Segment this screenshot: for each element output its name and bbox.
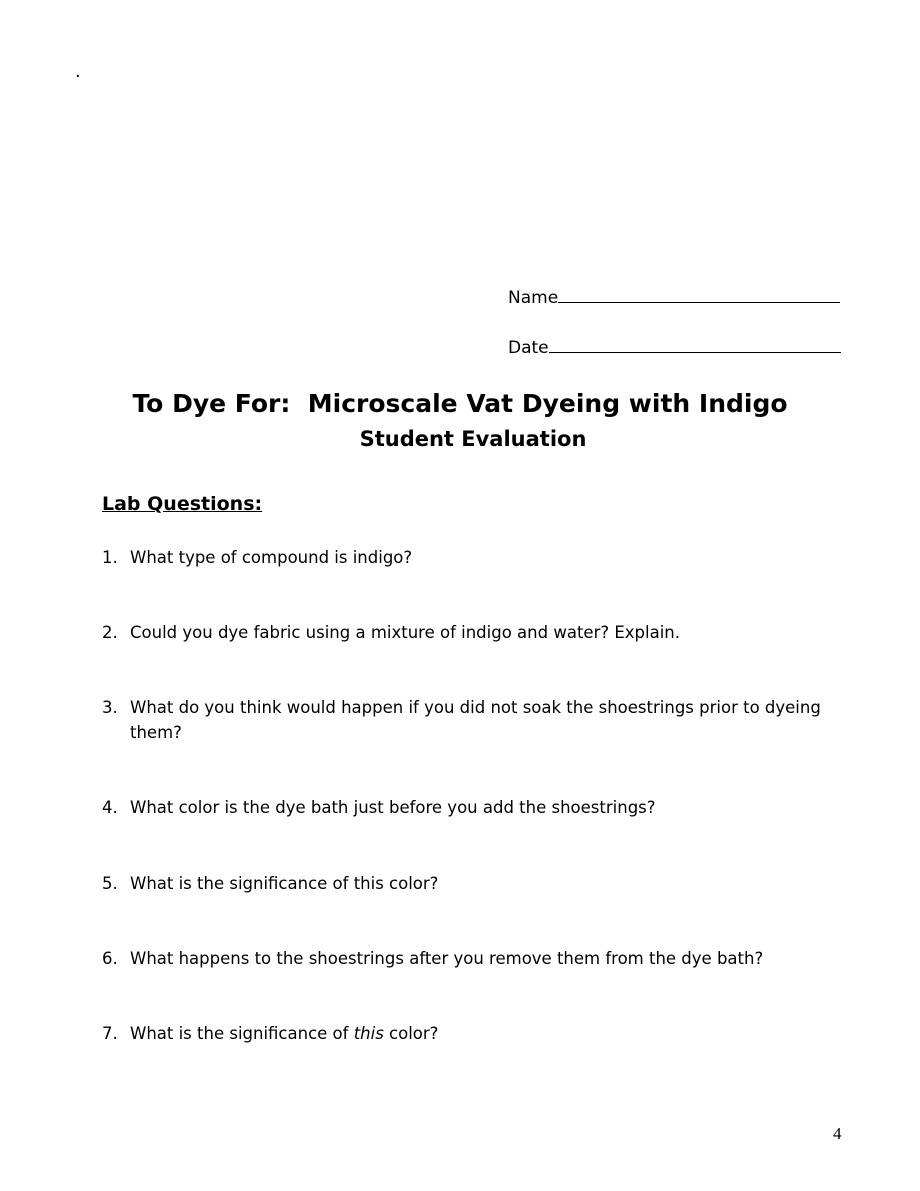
name-label: Name <box>508 288 559 308</box>
date-blank-line[interactable] <box>549 336 841 353</box>
name-blank-line[interactable] <box>558 286 840 303</box>
question-text-start: What is the significance of <box>130 1024 354 1043</box>
question-text: What type of compound is indigo? <box>130 548 413 567</box>
question-number: 4. <box>102 798 118 817</box>
question-4 <box>102 795 842 820</box>
question-7 <box>102 1021 842 1046</box>
document-subtitle: Student Evaluation <box>359 427 587 451</box>
question-5 <box>102 871 842 896</box>
name-field[interactable] <box>508 286 840 309</box>
question-2 <box>102 620 842 645</box>
question-number: 3. <box>102 698 118 717</box>
question-3 <box>102 695 842 745</box>
page-number: 4 <box>833 1124 842 1143</box>
question-text: What is the significance of this color? <box>130 874 439 893</box>
date-field[interactable] <box>508 336 841 359</box>
question-text: Could you dye fabric using a mixture of indigo and water? Explain. <box>130 623 680 642</box>
question-text: What do you think would happen if you did not soak the shoestrings prior to dyeing them? <box>130 698 821 742</box>
question-number: 6. <box>102 949 118 968</box>
question-number: 2. <box>102 623 118 642</box>
question-number: 5. <box>102 874 118 893</box>
document-title: To Dye For: Microscale Vat Dyeing with Indigo <box>132 389 788 418</box>
stray-dot: . <box>75 61 81 82</box>
question-text-end: color? <box>383 1024 439 1043</box>
question-number: 7. <box>102 1024 118 1043</box>
question-text: What color is the dye bath just before you add the shoestrings? <box>130 798 656 817</box>
lab-questions-heading: Lab Questions: <box>102 493 263 515</box>
question-1 <box>102 545 842 570</box>
question-text-emphasis: this <box>353 1024 384 1043</box>
question-text <box>130 1021 842 1046</box>
date-label: Date <box>508 338 549 358</box>
question-6 <box>102 946 842 971</box>
question-number: 1. <box>102 548 118 567</box>
question-text: What happens to the shoestrings after you remove them from the dye bath? <box>130 949 764 968</box>
